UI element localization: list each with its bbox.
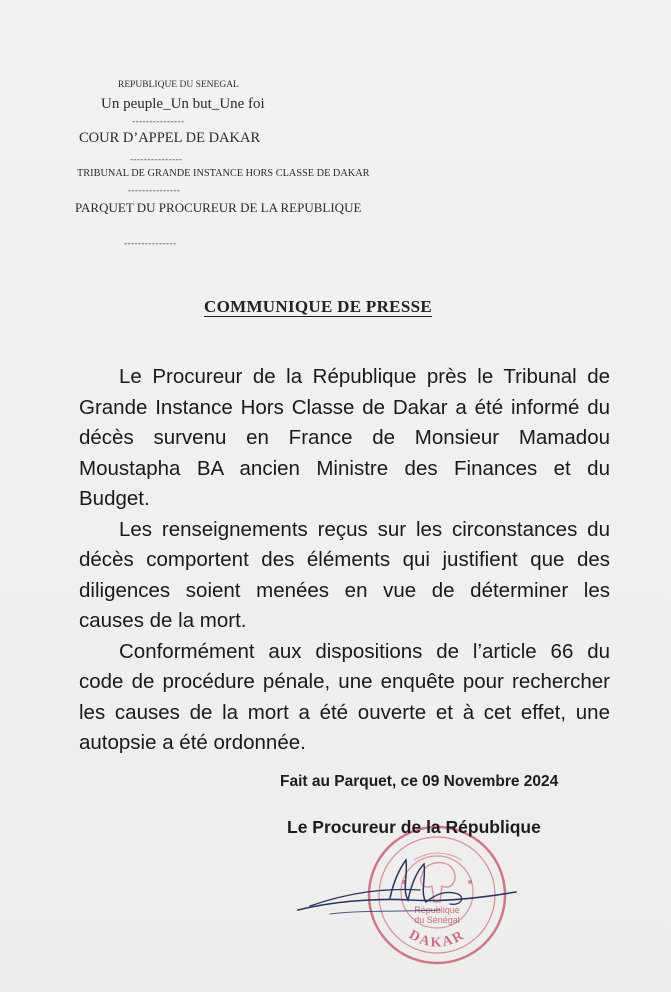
stamp-bottom-text: DAKAR [406, 927, 468, 951]
header-separator: --------------- [128, 185, 181, 195]
header-motto: Un peuple_Un but_Une foi [101, 96, 265, 112]
header-parquet: PARQUET DU PROCUREUR DE LA REPUBLIQUE [75, 200, 362, 215]
header-separator: --------------- [130, 154, 183, 164]
body-paragraph: Le Procureur de la République près le Tribunal de Grande Instance Hors Classe de Dakar a été informé du décès survenu en France de Monsieur Mamadou Moustapha BA ancien Ministre des Finances et du Budget. [79, 365, 610, 510]
svg-text:DAKAR [406, 928, 468, 951]
header-separator: --------------- [132, 116, 185, 126]
header-republic: REPUBLIQUE DU SENEGAL [118, 80, 239, 90]
signatory: Le Procureur de la République [287, 817, 541, 837]
header-separator: --------------- [124, 238, 177, 248]
document-body [79, 362, 610, 759]
body-paragraph: Les renseignements reçus sur les circonstances du décès comportent des éléments qui justifient que des diligences soient menées en vue de déterminer les causes de la mort. [79, 517, 610, 632]
stamp-inner-line1: République [414, 905, 460, 915]
stamp-inner-line2: du Sénégal [414, 915, 460, 925]
header-tribunal: TRIBUNAL DE GRANDE INSTANCE HORS CLASSE DE DAKAR [77, 168, 370, 179]
header-court: COUR D’APPEL DE DAKAR [79, 130, 261, 146]
place-date: Fait au Parquet, ce 09 Novembre 2024 [280, 773, 559, 790]
document-title: COMMUNIQUE DE PRESSE [204, 297, 432, 316]
handwritten-signature [290, 840, 520, 930]
body-paragraph: Conformément aux dispositions de l’article 66 du code de procédure pénale, une enquête pour rechercher les causes de la mort a été ouverte et à cet effet, une autopsie a été ordonnée. [79, 639, 610, 754]
